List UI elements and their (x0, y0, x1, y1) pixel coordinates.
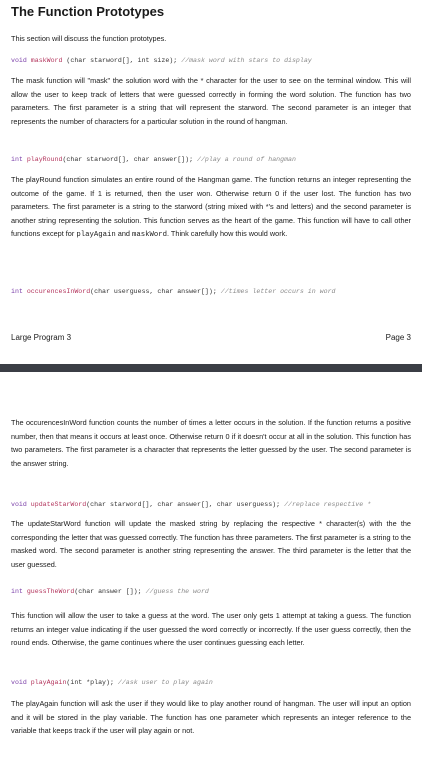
code-playround (11, 154, 296, 165)
code-args: (char starword[], char answer[]); (62, 156, 194, 163)
code-comment: //guess the word (145, 588, 209, 595)
code-type: int (11, 156, 23, 163)
desc-text: The playRound function simulates an entire round of the Hangman game. The function returns an integer representing the outcome of the game. If 1 is returned, then the user won. Otherwise return 0 if the user lost. The function has two parameters. The first parameter is a string to the starword (string mixed with *'s and letters) and the second parameter is another string representing the solution. This function serves as the heart of the game. This function will have to call other functions except for (11, 175, 411, 238)
maskword-description: The mask function will "mask" the solution word with the * character for the user to see on the terminal window. This will allow the user to keep track of letters that were guessed correctly in forming the word solution. The function has two parameters. The first parameter is a string that will represent the starword. The second parameter is an integer that represents the number of characters for a particular solution in the round of hangman. (11, 76, 411, 126)
code-args: (char starword[], int size); (66, 57, 178, 64)
page-divider (0, 364, 422, 372)
code-guesstheword (11, 586, 209, 597)
code-comment: //play a round of hangman (197, 156, 296, 163)
code-comment: //mask word with stars to display (181, 57, 312, 64)
code-args: (char starword[], char answer[], char userguess); (86, 501, 281, 508)
code-playagain (11, 677, 213, 688)
guesstheword-description: This function will allow the user to take a guess at the word. The user only gets 1 attempt at taking a guess. The function returns an integer value indicating if the user guessed the word correctly or incorrectly. If the user guess correctly, then the round ends. Otherwise, the game continues where the user continues guessing each letter. (11, 611, 411, 647)
code-func-name: playAgain (30, 679, 67, 686)
code-type: void (11, 679, 27, 686)
occurences-description: The occurencesInWord function counts the number of times a letter occurs in the solution. If the function returns a positive number, then that means it occurs at least once. Otherwise return 0 if it doesn't occur at all in the solution. This function has two parameters. The first parameter is a character that represents the letter guessed by the user. The second parameter is the answer string. (11, 418, 411, 468)
section-title: The Function Prototypes (11, 4, 165, 19)
code-comment: //ask user to play again (117, 679, 213, 686)
code-occurences (11, 286, 336, 297)
code-func-name: maskWord (30, 57, 63, 64)
code-func-name: occurencesInWord (26, 288, 91, 295)
code-func-name: updateStarWord (30, 501, 87, 508)
code-func-name: playRound (26, 156, 63, 163)
updatestarword-description: The updateStarWord function will update the masked string by replacing the respective * character(s) with the the corresponding the letter that was guessed correctly. The function has three parameters. The first parameter is a string to the masked word. The second parameter is another string representing the answer. The third parameter is the letter that the user guessed. (11, 519, 411, 569)
code-comment: //times letter occurs in word (220, 288, 336, 295)
code-comment: //replace respective * (284, 501, 372, 508)
code-maskword (11, 55, 312, 66)
inline-code-maskword: maskWord (131, 231, 167, 239)
intro-text: This section will discuss the function prototypes. (11, 34, 167, 43)
code-type: int (11, 288, 23, 295)
desc-text: . Think carefully how this would work. (167, 229, 288, 238)
code-type: void (11, 501, 27, 508)
desc-text: and (115, 229, 132, 238)
code-func-name: guessTheWord (26, 588, 75, 595)
playagain-description: The playAgain function will ask the user if they would like to play another round of hangman. The user will input an option and it will be stored in the play variable. The function has one parameter which represents an integer reference to the variable that keeps track if the user will play again or not. (11, 699, 411, 735)
code-args: (char answer []); (74, 588, 142, 595)
page-number: Page 3 (385, 333, 411, 342)
inline-code-playagain: playAgain (76, 231, 116, 239)
document-page-4 (0, 372, 422, 767)
playround-description (11, 173, 411, 243)
code-type: void (11, 57, 27, 64)
code-args: (char userguess, char answer[]); (90, 288, 217, 295)
code-updatestarword (11, 499, 371, 510)
code-type: int (11, 588, 23, 595)
footer-title: Large Program 3 (11, 333, 72, 342)
document-page-3 (0, 0, 422, 364)
code-args: (int *play); (66, 679, 114, 686)
